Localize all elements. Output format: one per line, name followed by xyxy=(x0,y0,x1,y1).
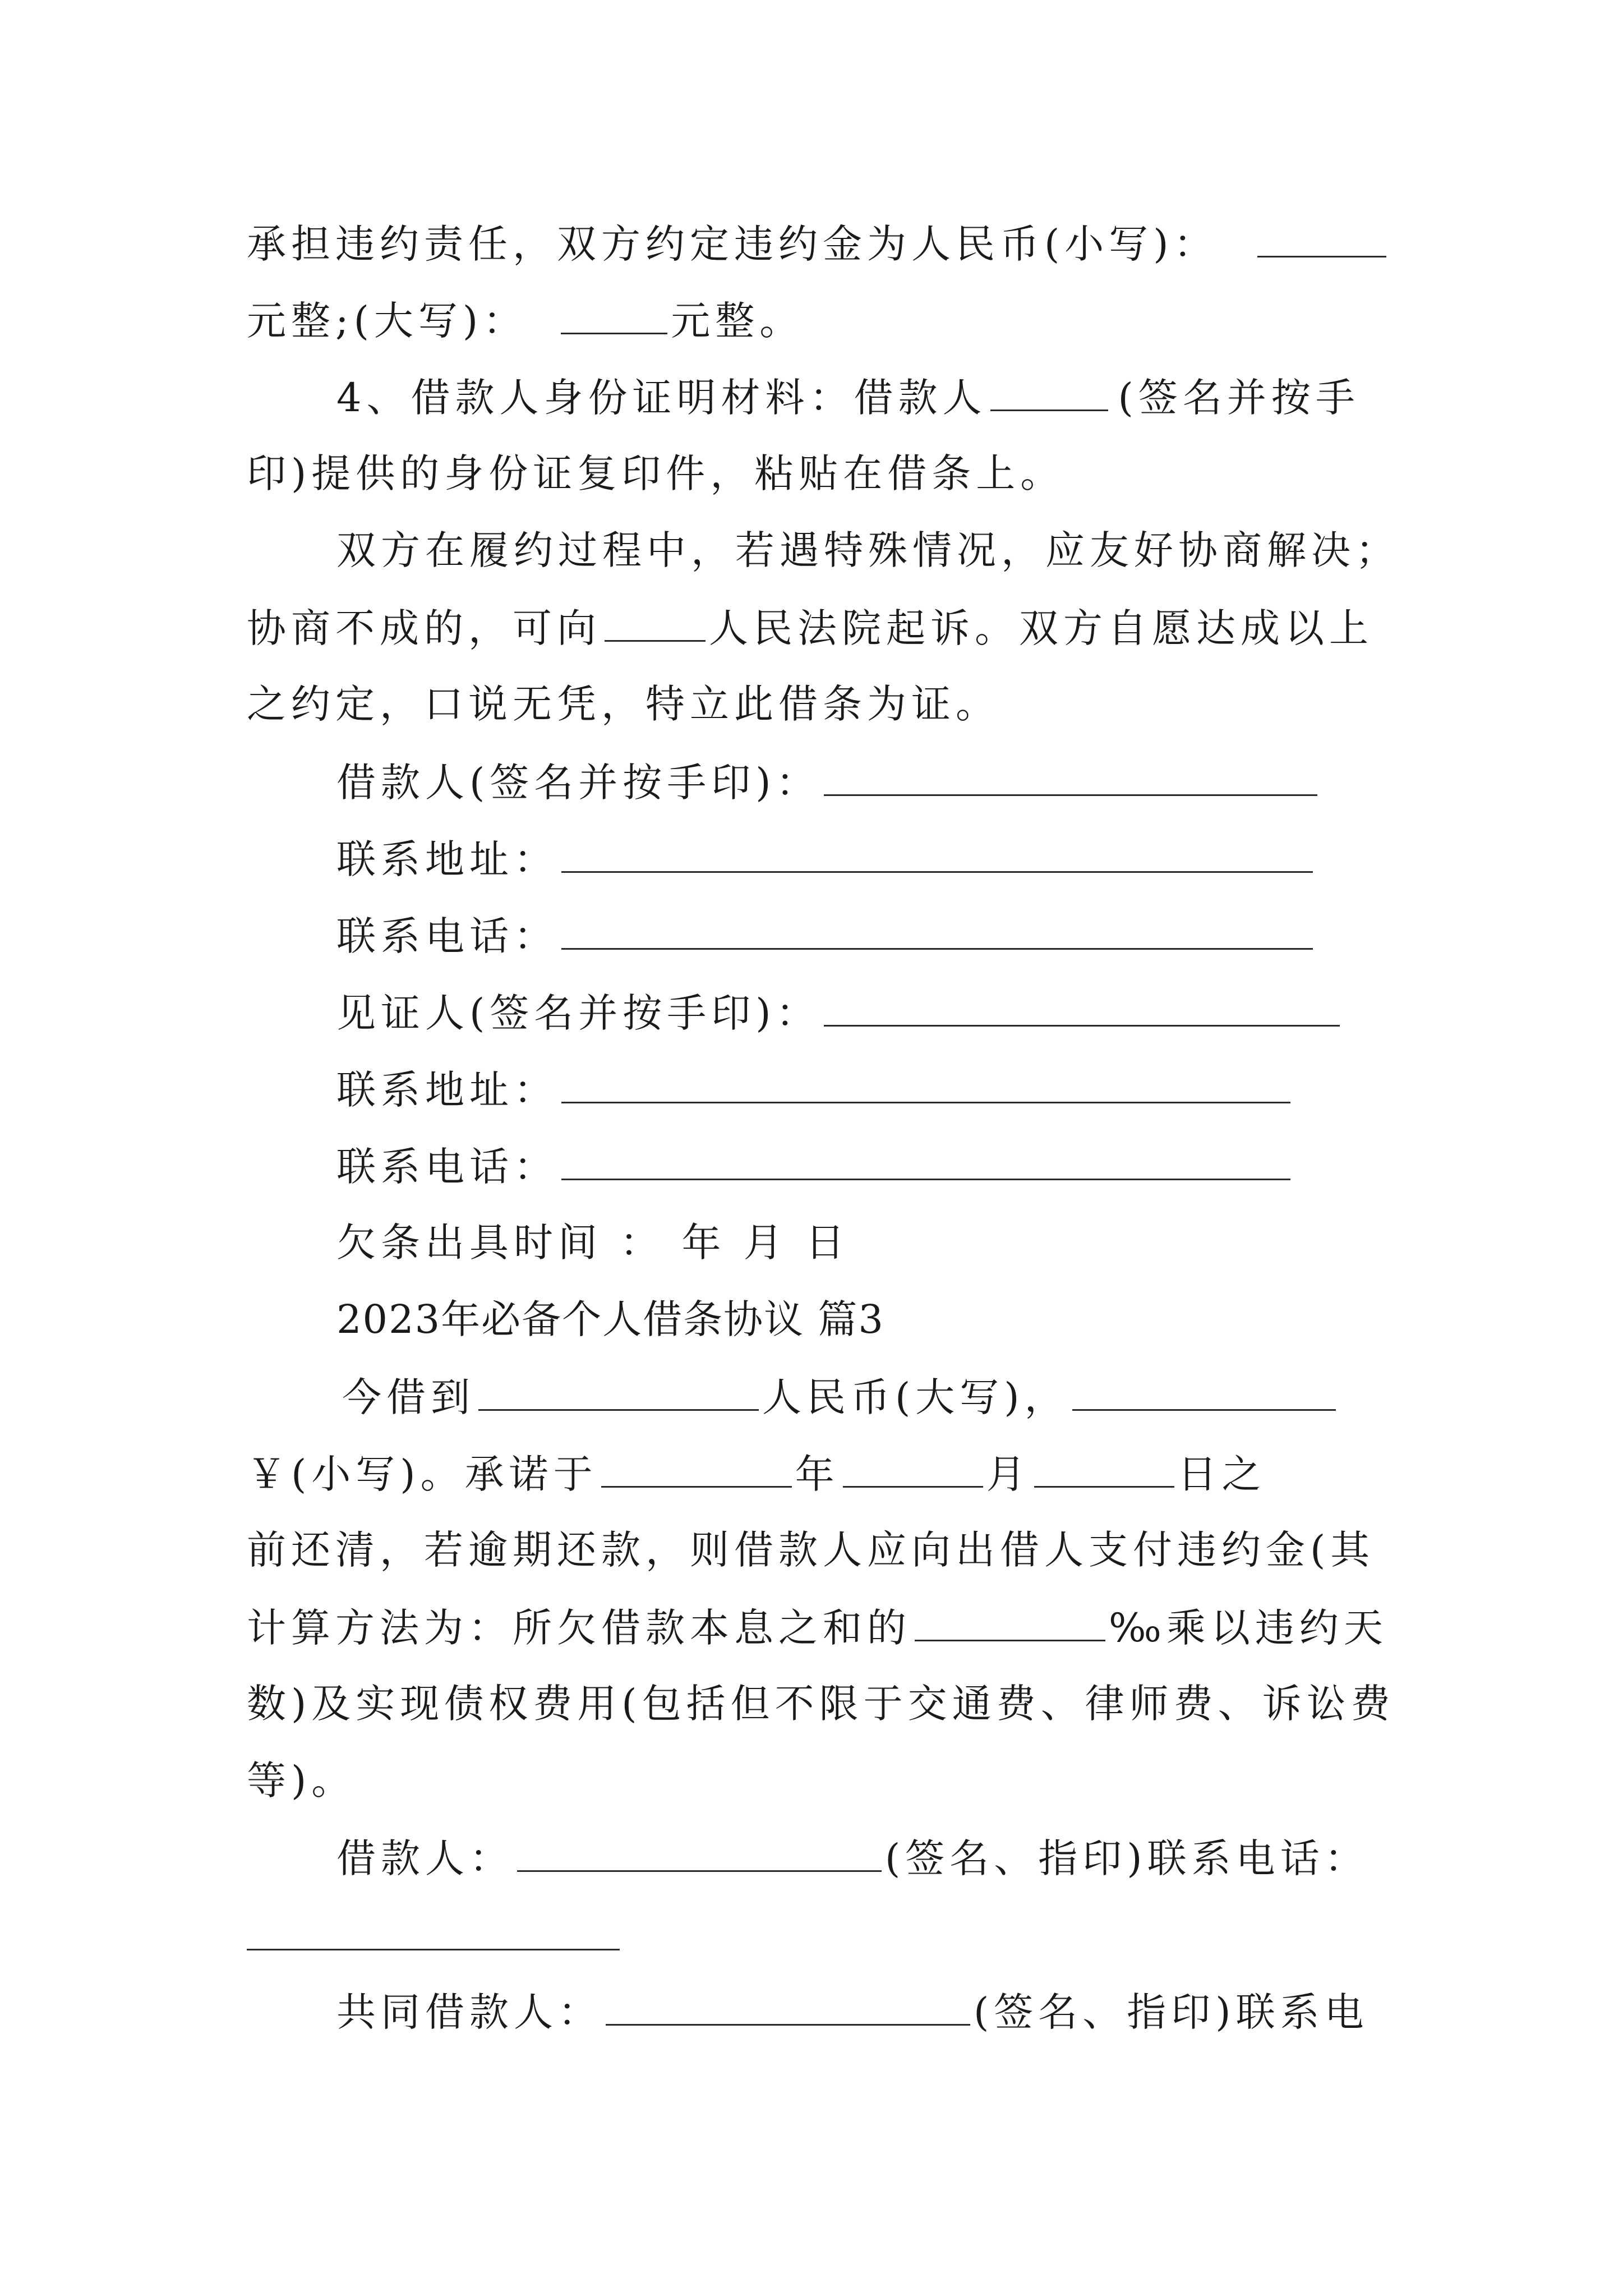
lender-name-blank[interactable] xyxy=(478,1377,759,1411)
borrower-sign-blank[interactable] xyxy=(824,762,1317,796)
text-line xyxy=(247,298,804,344)
issue-date-row: 欠条出具时间 ： 年 月 日 xyxy=(336,1220,850,1266)
witness-address-label: 联系地址： xyxy=(336,1067,558,1113)
day-label: 日之 xyxy=(1177,1451,1266,1497)
borrower-sign-row xyxy=(336,760,1321,806)
amount-uppercase-blank[interactable] xyxy=(1072,1377,1336,1411)
penalty-lowercase-label: 承担违约责任，双方约定违约金为人民币(小写)： xyxy=(247,221,1218,267)
witness-phone-label: 联系电话： xyxy=(336,1144,558,1190)
amount-lowercase-label: ￥(小写)。承诺于 xyxy=(247,1451,598,1497)
co-borrower-sign-blank[interactable] xyxy=(606,1991,970,2026)
borrower-sign-row-2 xyxy=(336,1835,1369,1881)
penalty-unit-label: 元整。 xyxy=(671,298,804,344)
witness-sign-label: 见证人(签名并按手印)： xyxy=(336,990,820,1036)
witness-phone-blank[interactable] xyxy=(561,1146,1290,1180)
text-line: 之约定，口说无凭，特立此借条为证。 xyxy=(247,681,1000,727)
text-line: 前还清，若逾期还款，则借款人应向出借人支付违约金(其 xyxy=(247,1527,1375,1573)
text-line xyxy=(247,1451,1266,1497)
penalty-uppercase-blank[interactable] xyxy=(561,300,667,334)
penalty-lowercase-blank[interactable] xyxy=(1257,223,1386,257)
section-heading: 2023年必备个人借条协议 篇3 xyxy=(336,1296,884,1342)
borrowed-from-label: 今借到 xyxy=(342,1374,475,1420)
text-line: 双方在履约过程中，若遇特殊情况，应友好协商解决； xyxy=(336,527,1400,573)
court-name-blank[interactable] xyxy=(605,608,706,642)
witness-address-blank[interactable] xyxy=(561,1069,1290,1103)
court-suffix-label: 人民法院起诉。双方自愿达成以上 xyxy=(709,605,1373,651)
repay-year-blank[interactable] xyxy=(601,1453,792,1488)
repay-month-blank[interactable] xyxy=(843,1453,983,1488)
text-line xyxy=(247,1605,1388,1651)
month-label: 月 xyxy=(986,1451,1031,1497)
text-line xyxy=(342,1374,1339,1420)
id-material-label: 4、借款人身份证明材料：借款人 xyxy=(336,375,987,421)
borrower-contact-label-2: (签名、指印)联系电话： xyxy=(885,1835,1369,1881)
repay-day-blank[interactable] xyxy=(1034,1453,1174,1488)
borrower-address-row xyxy=(336,836,1316,882)
text-line: 印)提供的身份证复印件，粘贴在借条上。 xyxy=(247,450,1065,496)
borrower-label-2: 借款人： xyxy=(336,1835,514,1881)
amount-uppercase-label: 人民币(大写)， xyxy=(762,1374,1069,1420)
borrower-sign-label: 借款人(签名并按手印)： xyxy=(336,760,820,806)
id-material-sign-label: (签名并按手 xyxy=(1118,375,1360,421)
year-label: 年 xyxy=(795,1451,840,1497)
penalty-rate-blank[interactable] xyxy=(915,1607,1105,1641)
borrower-name-blank[interactable] xyxy=(990,377,1108,411)
borrower-phone-blank[interactable] xyxy=(561,915,1313,950)
borrower-address-blank[interactable] xyxy=(561,839,1313,873)
borrower-phone-blank-2[interactable] xyxy=(247,1949,620,1950)
co-borrower-sign-row xyxy=(336,1989,1369,2035)
text-line xyxy=(336,375,1360,421)
borrower-sign-blank-2[interactable] xyxy=(517,1838,882,1872)
penalty-uppercase-label: 元整;(大写)： xyxy=(247,298,528,344)
co-borrower-contact-label: (签名、指印)联系电 xyxy=(974,1989,1369,2035)
text-line: 数)及实现债权费用(包括但不限于交通费、律师费、诉讼费 xyxy=(247,1681,1395,1727)
calc-method-suffix: ‰乘以违约天 xyxy=(1109,1605,1388,1651)
text-line xyxy=(247,605,1373,651)
court-prefix-label: 协商不成的，可向 xyxy=(247,605,601,651)
borrower-address-label: 联系地址： xyxy=(336,836,558,882)
borrower-phone-row xyxy=(336,913,1316,959)
co-borrower-label: 共同借款人： xyxy=(336,1989,602,2035)
witness-sign-row xyxy=(336,990,1343,1036)
calc-method-label: 计算方法为：所欠借款本息之和的 xyxy=(247,1605,911,1651)
witness-phone-row xyxy=(336,1144,1294,1190)
borrower-phone-label: 联系电话： xyxy=(336,913,558,959)
text-line xyxy=(247,221,1390,267)
text-line: 等)。 xyxy=(247,1757,356,1803)
witness-sign-blank[interactable] xyxy=(824,992,1340,1027)
witness-address-row xyxy=(336,1067,1294,1113)
